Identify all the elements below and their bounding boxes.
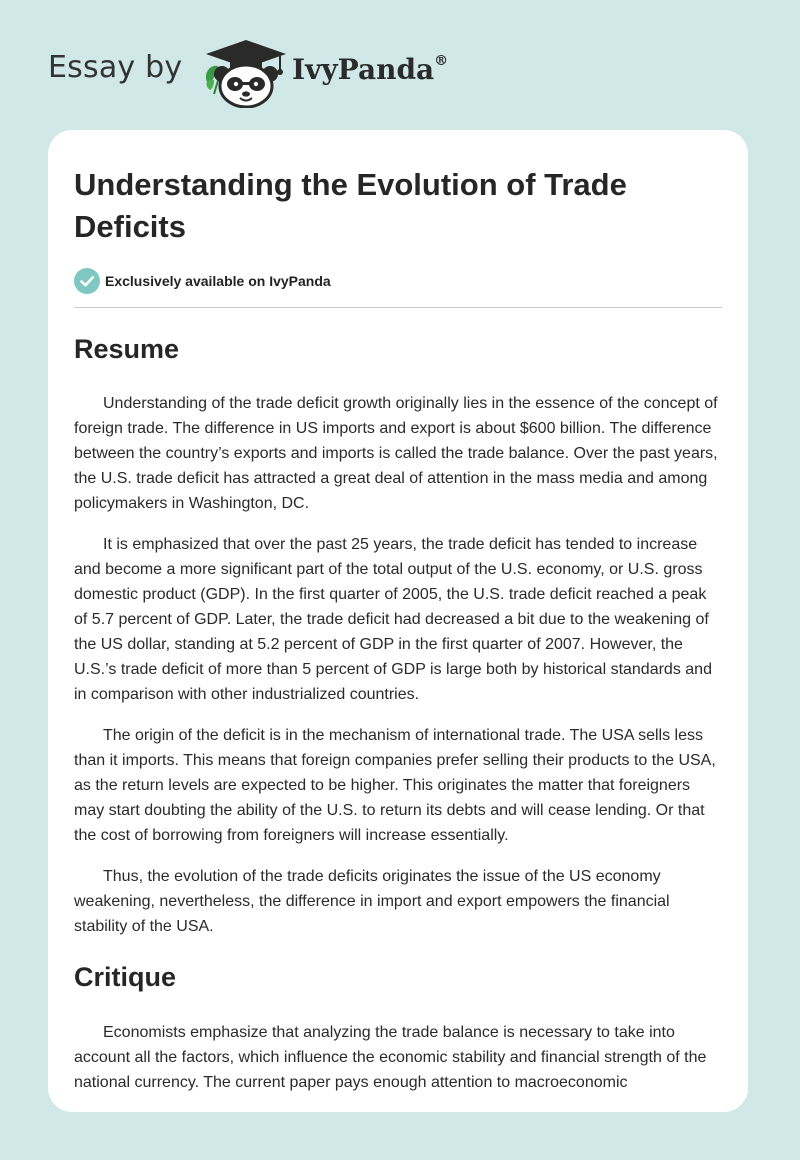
essay-card — [48, 130, 748, 1112]
section-heading-resume: Resume — [74, 334, 180, 364]
check-circle-icon — [74, 268, 100, 294]
title-divider — [74, 307, 722, 308]
section-heading-critique: Critique — [74, 962, 177, 992]
paragraph: Thus, the evolution of the trade deficits originates the issue of the US economy weakening, nevertheless, the difference in import and export empowers the financial stability of the USA. — [74, 868, 670, 935]
site-header — [0, 0, 800, 130]
paragraph: Economists emphasize that analyzing the trade balance is necessary to take into account all the factors, which influence the economic stability and financial strength of the national currency. The current paper pays enough attention to macroeconomic — [74, 1024, 707, 1091]
paragraph: The origin of the deficit is in the mechanism of international trade. The USA sells less than it imports. This means that foreign companies prefer selling their products to the USA, as the return levels are expected to be higher. This originates the matter that foreigners may start doubting the ability of the U.S. to return its debts and will cease lending. Or that the cost of borrowing from foreigners will increase essentially. — [74, 727, 716, 844]
page-title: Understanding the Evolution of Trade Deficits — [74, 167, 627, 244]
panda-graduate-icon[interactable] — [200, 36, 292, 108]
exclusive-label: Exclusively available on IvyPanda — [105, 273, 331, 289]
essay-content — [74, 164, 724, 1095]
brand-name[interactable] — [292, 53, 448, 86]
registered-mark: ® — [434, 52, 449, 69]
paragraph: It is emphasized that over the past 25 years, the trade deficit has tended to increase and become a more significant part of the total output of the U.S. economy, or U.S. gross domestic product (GDP). In the first quarter of 2005, the U.S. trade deficit reached a peak of 5.7 percent of GDP. Later, the trade deficit had decreased a bit due to the weakening of the US dollar, standing at 5.2 percent of GDP in the first quarter of 2007. However, the U.S.’s trade deficit of more than 5 percent of GDP is large both by historical standards and in comparison with other industrialized countries. — [74, 536, 712, 703]
paragraph: Understanding of the trade deficit growth originally lies in the essence of the concept of foreign trade. The difference in US imports and export is about $600 billion. The difference between the country’s exports and imports is called the trade balance. Over the past years, the U.S. trade deficit has attracted a great deal of attention in the mass media and among policymakers in Washington, DC. — [74, 395, 718, 512]
brand-name-text: IvyPanda — [292, 53, 435, 86]
exclusive-badge — [74, 268, 724, 294]
essay-by-label: Essay by — [48, 50, 183, 85]
